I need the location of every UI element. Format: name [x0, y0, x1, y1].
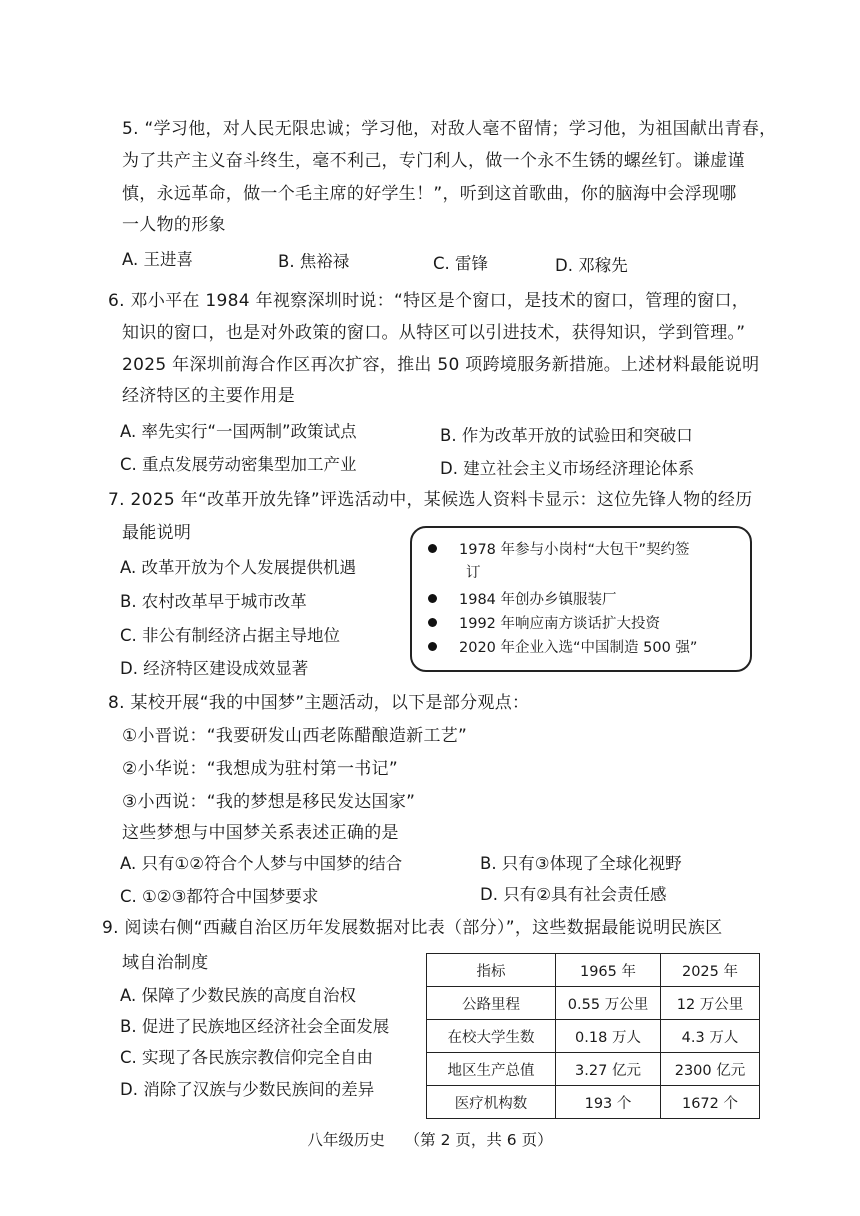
card-entry-text: 1978 年参与小岗村“大包干”契约签 — [459, 542, 690, 558]
q6-stem-line-1: 6. 邓小平在 1984 年视察深圳时说：“特区是个窗口，是技术的窗口，管理的窗口， — [108, 291, 750, 311]
q8-option-d: D. 只有②具有社会责任感 — [480, 885, 667, 904]
card-entry-1978-continued: 订 — [466, 565, 481, 581]
table-header-cell: 指标 — [427, 954, 556, 987]
q9-option-a: A. 保障了少数民族的高度自治权 — [120, 986, 356, 1005]
card-entry-1984 — [428, 590, 617, 611]
q7-option-a: A. 改革开放为个人发展提供机遇 — [120, 558, 356, 577]
q7-option-b: B. 农村改革早于城市改革 — [120, 592, 307, 611]
q7-option-d: D. 经济特区建设成效显著 — [120, 659, 309, 678]
q9-option-b: B. 促进了民族地区经济社会全面发展 — [120, 1017, 390, 1036]
table-cell: 2300 亿元 — [661, 1053, 760, 1086]
q8-option-c: C. ①②③都符合中国梦要求 — [120, 887, 319, 906]
footer-page-number: （第 2 页，共 6 页） — [404, 1131, 553, 1149]
q6-stem-line-2: 知识的窗口，也是对外政策的窗口。从特区可以引进技术，获得知识，学到管理。” — [122, 323, 746, 343]
tibet-development-table — [426, 953, 760, 1119]
page-footer — [0, 1128, 860, 1150]
table-row — [427, 1053, 760, 1086]
q6-stem-line-3: 2025 年深圳前海合作区再次扩容，推出 50 项跨境服务新措施。上述材料最能说明 — [122, 355, 760, 375]
q7-option-c: C. 非公有制经济占据主导地位 — [120, 626, 341, 645]
bullet-icon — [428, 594, 437, 603]
table-header-cell: 1965 年 — [556, 954, 661, 987]
bullet-icon — [428, 544, 437, 553]
bullet-icon — [428, 642, 437, 651]
card-entry-text: 2020 年企业入选“中国制造 500 强” — [459, 640, 698, 656]
table-row — [427, 987, 760, 1020]
q8-option-b: B. 只有③体现了全球化视野 — [480, 854, 682, 873]
q9-stem-line-1: 9. 阅读右侧“西藏自治区历年发展数据对比表（部分）”，这些数据最能说明民族区 — [102, 918, 723, 938]
q9-stem-line-2: 域自治制度 — [122, 953, 209, 973]
table-row — [427, 1020, 760, 1053]
card-entry-1992 — [428, 614, 660, 635]
q6-stem-line-4: 经济特区的主要作用是 — [122, 386, 295, 406]
q8-stem-line-1: 8. 某校开展“我的中国梦”主题活动，以下是部分观点： — [108, 693, 530, 713]
q7-stem-line-1: 7. 2025 年“改革开放先锋”评选活动中，某候选人资料卡显示：这位先锋人物的经历 — [108, 490, 753, 510]
card-entry-text: 1992 年响应南方谈话扩大投资 — [459, 616, 661, 632]
q8-view-2: ②小华说：“我想成为驻村第一书记” — [122, 759, 398, 779]
card-entry-1978 — [428, 540, 690, 561]
table-cell: 地区生产总值 — [427, 1053, 556, 1086]
q8-view-3: ③小西说：“我的梦想是移民发达国家” — [122, 792, 416, 812]
q5-option-d: D. 邓稼先 — [555, 256, 628, 275]
q5-option-b: B. 焦裕禄 — [278, 252, 350, 271]
table-cell: 在校大学生数 — [427, 1020, 556, 1053]
q9-option-c: C. 实现了各民族宗教信仰完全自由 — [120, 1048, 374, 1067]
q8-option-a: A. 只有①②符合个人梦与中国梦的结合 — [120, 854, 403, 873]
table-cell: 公路里程 — [427, 987, 556, 1020]
table-cell: 3.27 亿元 — [556, 1053, 661, 1086]
q6-option-d: D. 建立社会主义市场经济理论体系 — [440, 459, 695, 478]
footer-subject: 八年级历史 — [307, 1131, 385, 1149]
q8-stem-line-5: 这些梦想与中国梦关系表述正确的是 — [122, 823, 399, 843]
table-cell: 0.55 万公里 — [556, 987, 661, 1020]
table-cell: 4.3 万人 — [661, 1020, 760, 1053]
q5-stem-line-3: 慎，永远革命，做一个毛主席的好学生！”，听到这首歌曲，你的脑海中会浮现哪 — [122, 184, 737, 204]
q5-option-c: C. 雷锋 — [433, 254, 489, 273]
q6-option-a: A. 率先实行“一国两制”政策试点 — [120, 422, 357, 441]
q6-option-c: C. 重点发展劳动密集型加工产业 — [120, 455, 357, 474]
table-cell: 1672 个 — [661, 1086, 760, 1119]
table-header-row — [427, 954, 760, 987]
card-entry-2020 — [428, 638, 697, 659]
candidate-profile-card — [410, 526, 752, 672]
q8-view-1: ①小晋说：“我要研发山西老陈醋酿造新工艺” — [122, 726, 468, 746]
q9-option-d: D. 消除了汉族与少数民族间的差异 — [120, 1080, 375, 1099]
card-entry-text: 1984 年创办乡镇服装厂 — [459, 592, 617, 608]
table-cell: 0.18 万人 — [556, 1020, 661, 1053]
table-cell: 193 个 — [556, 1086, 661, 1119]
bullet-icon — [428, 618, 437, 627]
table-header-cell: 2025 年 — [661, 954, 760, 987]
q6-option-b: B. 作为改革开放的试验田和突破口 — [440, 426, 693, 445]
q5-stem-line-4: 一人物的形象 — [122, 215, 226, 235]
table-row — [427, 1086, 760, 1119]
q7-stem-line-2: 最能说明 — [122, 523, 192, 543]
table-cell: 医疗机构数 — [427, 1086, 556, 1119]
table-cell: 12 万公里 — [661, 987, 760, 1020]
q5-option-a: A. 王进喜 — [122, 250, 193, 269]
q5-stem-line-2: 为了共产主义奋斗终生，毫不利己，专门利人，做一个永不生锈的螺丝钉。谦虚谨 — [122, 151, 745, 171]
q5-stem-line-1: 5. “学习他，对人民无限忠诚；学习他，对敌人毫不留情；学习他，为祖国献出青春， — [122, 119, 777, 139]
